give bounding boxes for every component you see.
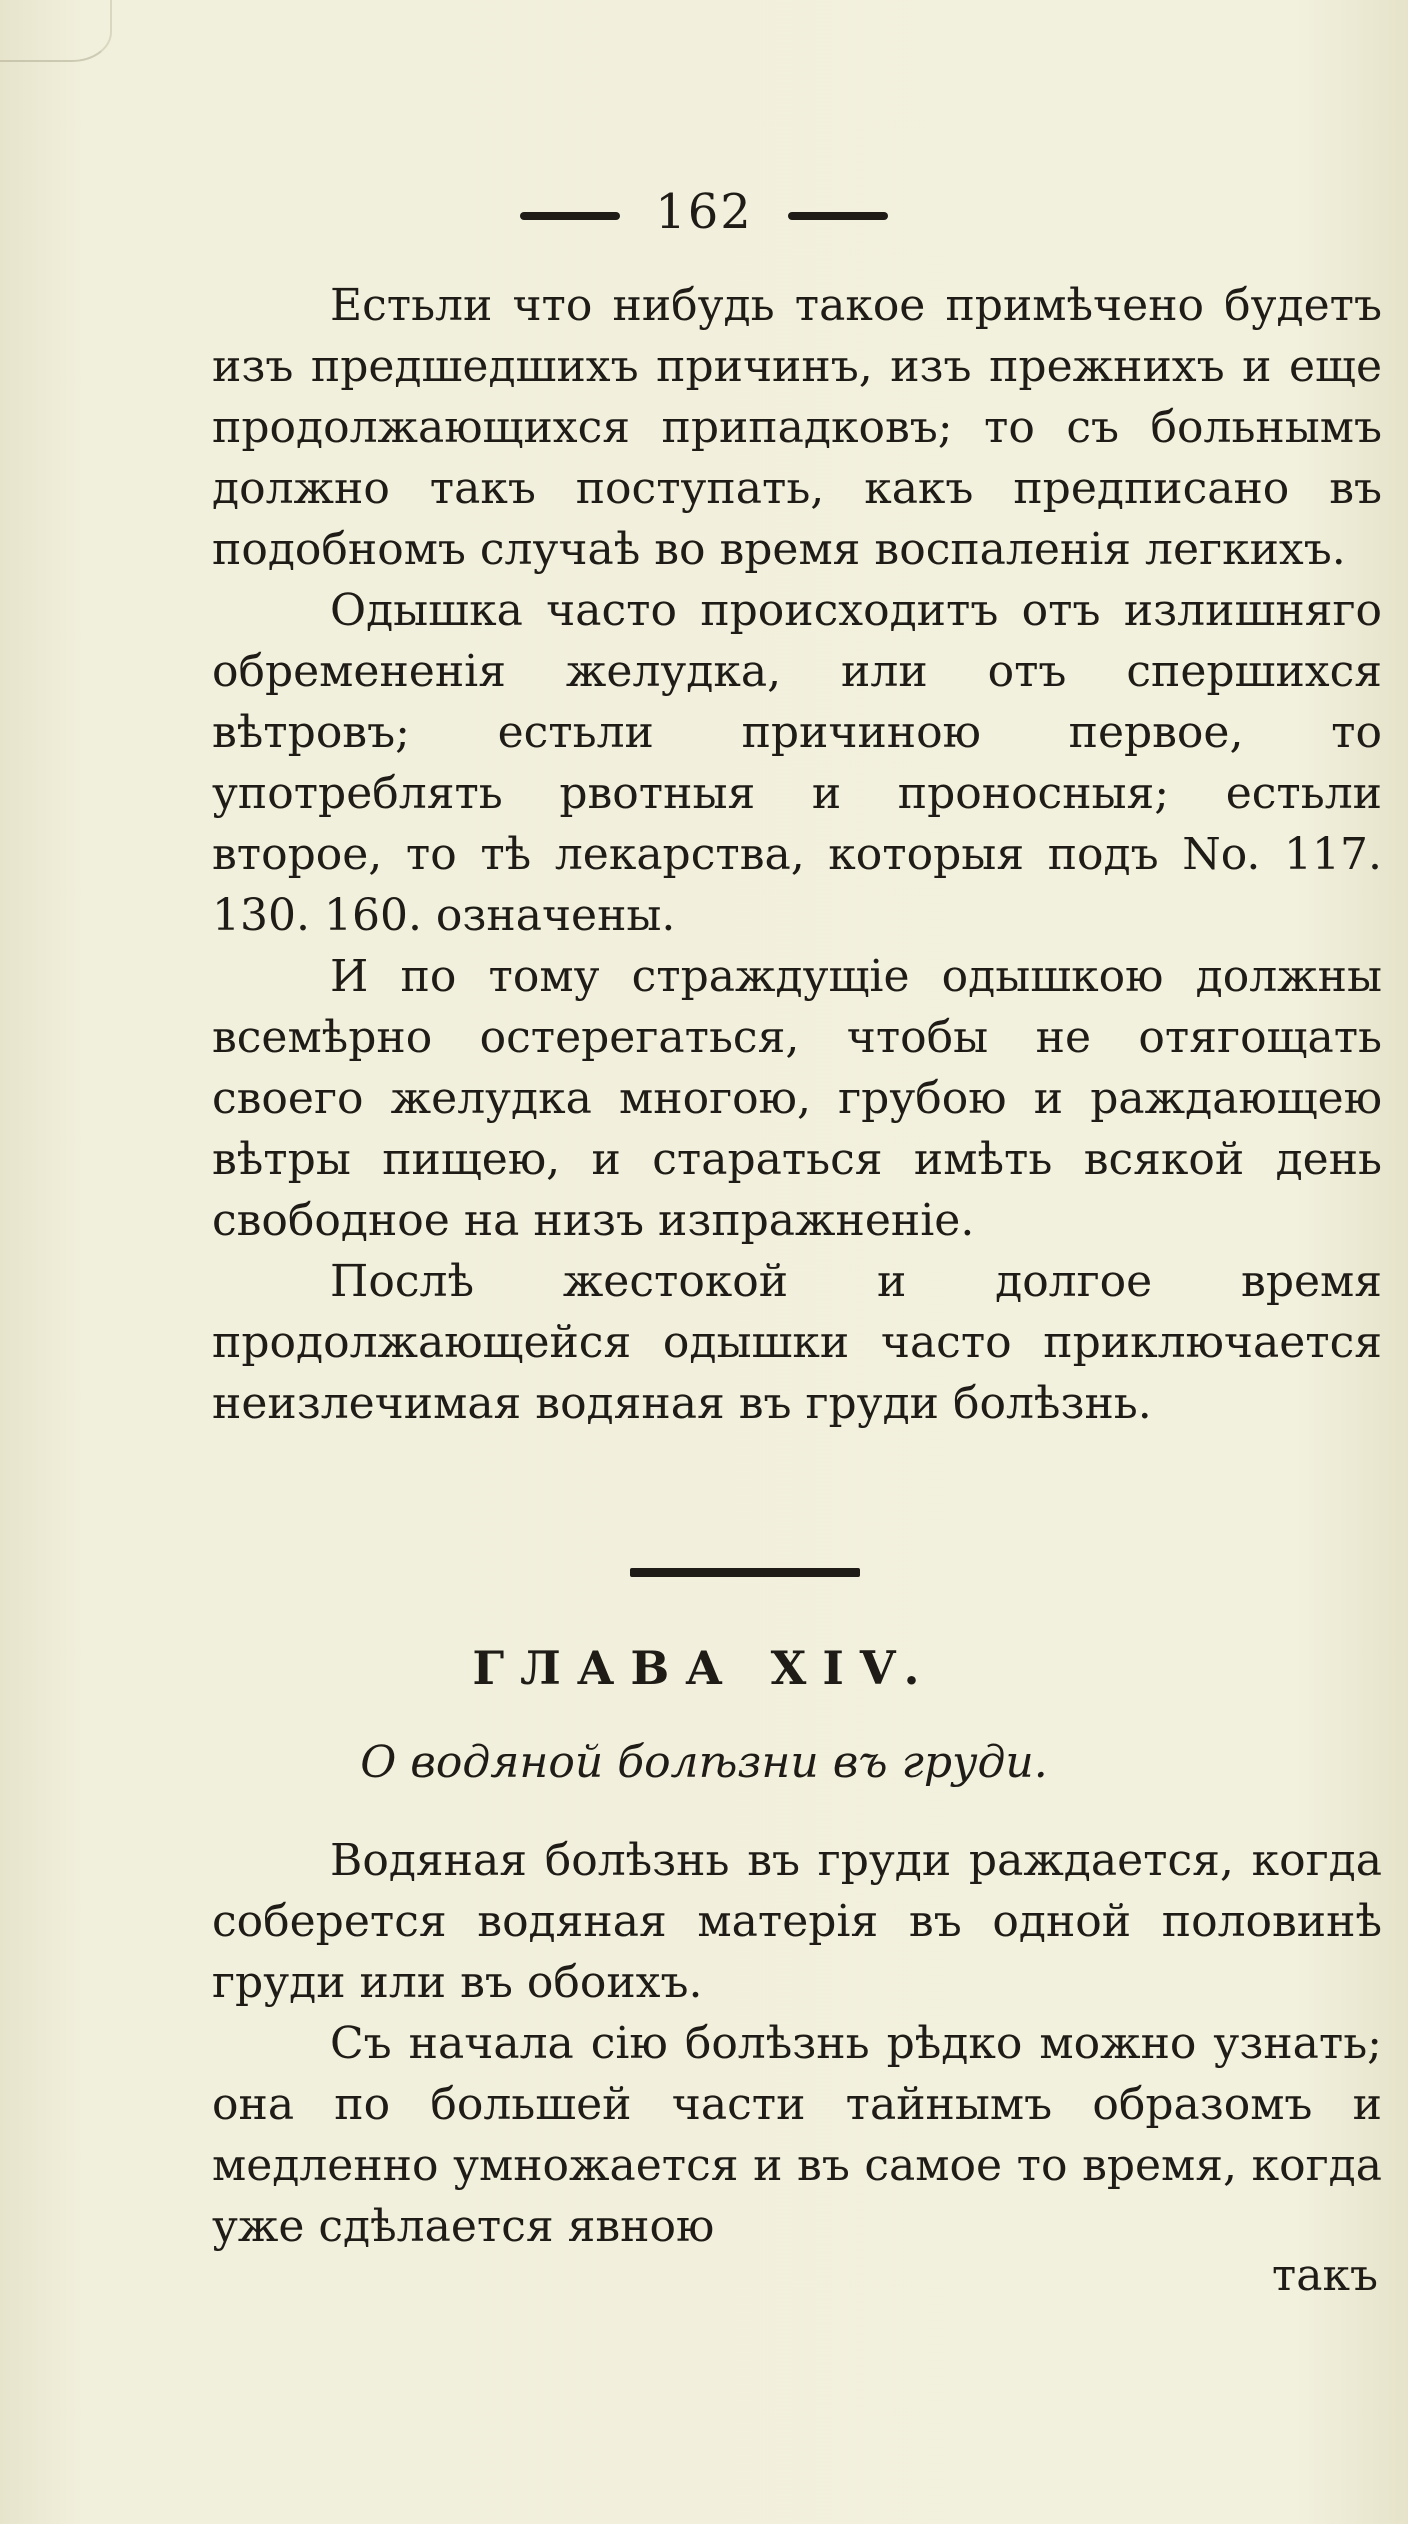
paragraph: Одышка часто происходитъ отъ излишняго обремененія желудка, или отъ спершихся вѣтровъ; естьли причиною первое, то употреблять рвотныя и проносныя; естьли второе, то тѣ лекарства, которыя подъ No. 117. 130. 160. означены. <box>212 585 1382 941</box>
paragraph: Естьли что нибудь такое примѣчено будетъ изъ предшедшихъ причинъ, изъ прежнихъ и еще продолжающихся припадковъ; то съ больнымъ должно такъ поступать, какъ предписано въ подобномъ случаѣ во время воспаленія легкихъ. <box>212 280 1382 575</box>
chapter-subtitle: О водяной болѣзни въ груди. <box>360 1737 1048 1788</box>
section-divider <box>630 1568 860 1577</box>
page-number: 162 <box>655 184 753 240</box>
paragraph: Водяная болѣзнь въ груди раждается, когда соберется водяная матерія въ одной половинѣ груди или въ обоихъ. <box>212 1835 1382 2008</box>
chapter-title: ГЛАВА XIV. <box>472 1641 936 1695</box>
paragraph: Съ начала сію болѣзнь рѣдко можно узнать; она по большей части тайнымъ образомъ и медленно умножается и въ самое то время, когда уже сдѣлается явною <box>212 2018 1382 2252</box>
paragraph: Послѣ жестокой и долгое время продолжающейся одышки часто приключается неизлечимая водяная въ груди болѣзнь. <box>212 1256 1382 1429</box>
header-rule-right <box>788 212 888 220</box>
header-rule-left <box>520 212 620 220</box>
body-text-section-2 <box>212 1830 1382 2257</box>
page-header <box>0 185 1408 239</box>
body-text-section-1 <box>212 275 1382 1434</box>
catchword: такъ <box>1271 2250 1378 2301</box>
page-corner-fold <box>0 0 112 62</box>
paragraph: И по тому страждущіе одышкою должны всемѣрно остерегаться, чтобы не отягощать своего желудка многою, грубою и раждающею вѣтры пищею, и стараться имѣть всякой день свободное на низъ изпражненіе. <box>212 951 1382 1246</box>
